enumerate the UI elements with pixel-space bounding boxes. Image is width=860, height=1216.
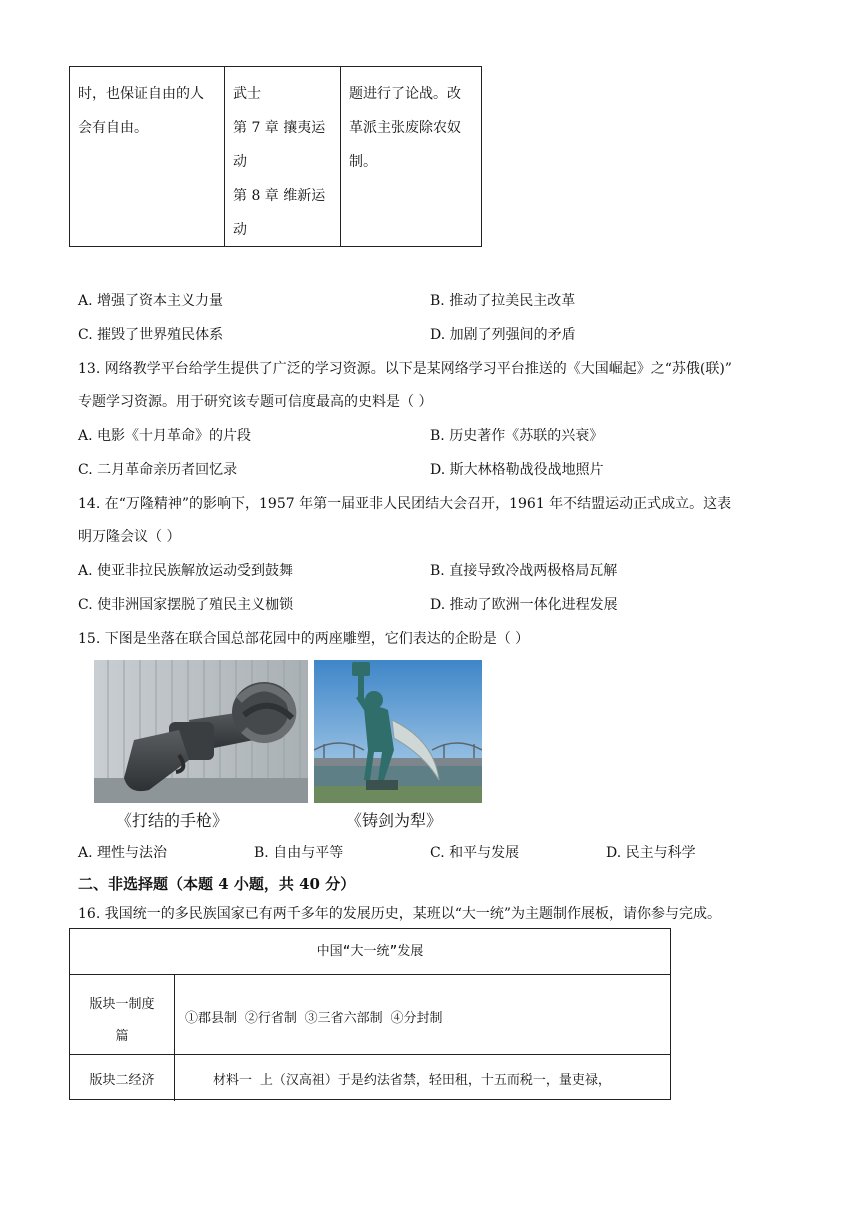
row-label-line: 版块一制度 [89, 997, 155, 1012]
table-cell-line: 武士 [233, 86, 261, 102]
material-one-text: 材料一 上（汉高祖）于是约法省禁，轻田租，十五而税一，量吏禄， [213, 1073, 611, 1088]
top-table-col-3 [341, 67, 483, 246]
q16-table-row-1 [70, 975, 670, 1055]
swords-to-plowshares-photo [314, 660, 482, 803]
q16-row-1-label [70, 975, 175, 1054]
q12-option-c: C. 摧毁了世界殖民体系 [78, 327, 224, 343]
row-label-line: 版块二经济 [89, 1073, 155, 1088]
q14-option-c: C. 使非洲国家摆脱了殖民主义枷锁 [78, 597, 294, 613]
q13-stem-line-1: 13. 网络教学平台给学生提供了广泛的学习资源。以下是某网络学习平台推送的《大国崛起》之“苏俄(联)” [78, 361, 732, 377]
knotted-gun-photo [94, 660, 308, 803]
q16-table [69, 928, 671, 1100]
table-cell-line: 革派主张废除农奴 [349, 120, 461, 136]
table-cell-line: 题进行了论战。改 [349, 86, 461, 102]
q15-option-b: B. 自由与平等 [254, 845, 344, 861]
q15-option-a: A. 理性与法治 [78, 845, 168, 861]
q15-option-d: D. 民主与科学 [606, 845, 696, 861]
table-cell-line: 动 [233, 154, 247, 170]
q12-option-b: B. 推动了拉美民主改革 [430, 293, 576, 309]
q16-row-2-content [175, 1055, 670, 1101]
q14-option-d: D. 推动了欧洲一体化进程发展 [430, 597, 618, 613]
q15-stem: 15. 下图是坐落在联合国总部花园中的两座雕塑，它们表达的企盼是（ ） [78, 631, 530, 647]
q14-option-b: B. 直接导致冷战两极格局瓦解 [430, 563, 618, 579]
q16-row-2-label [70, 1055, 175, 1101]
table-cell-line: 第 7 章 攘夷运 [233, 120, 326, 136]
caption-knotted-gun: 《打结的手枪》 [116, 811, 229, 830]
q13-option-a: A. 电影《十月革命》的片段 [78, 428, 252, 444]
row-label-line: 篇 [115, 1029, 129, 1044]
caption-swords-to-plowshares: 《铸剑为犁》 [346, 811, 443, 830]
q13-option-c: C. 二月革命亲历者回忆录 [78, 462, 238, 478]
table-cell-line: 第 8 章 维新运 [233, 188, 326, 204]
q13-option-d: D. 斯大林格勒战役战地照片 [430, 462, 604, 478]
section-heading: 二、非选择题（本题 4 小题，共 40 分） [78, 875, 356, 893]
q16-row-1-content [175, 975, 670, 1054]
q12-option-a: A. 增强了资本主义力量 [78, 293, 224, 309]
table-cell-line: 动 [233, 222, 247, 238]
table-cell-line: 制。 [349, 154, 377, 170]
q16-stem: 16. 我国统一的多民族国家已有两千多年的发展历史，某班以“大一统”为主题制作展板，请你参与完成。 [78, 906, 722, 922]
top-table-col-2 [225, 67, 341, 246]
q14-stem-line-1: 14. 在“万隆精神”的影响下，1957 年第一届亚非人民团结大会召开，1961 年不结盟运动正式成立。这表 [78, 496, 732, 512]
table-cell-line: 时，也保证自由的人 [78, 86, 204, 102]
table-cell-line: 会有自由。 [78, 120, 148, 136]
top-table-col-1 [70, 67, 225, 246]
q13-stem-line-2: 专题学习资源。用于研究该专题可信度最高的史料是（ ） [78, 394, 433, 410]
q15-option-c: C. 和平与发展 [430, 845, 520, 861]
institution-list: ①郡县制 ②行省制 ③三省六部制 ④分封制 [185, 1011, 443, 1026]
q14-stem-line-2: 明万隆会议（ ） [78, 529, 181, 545]
q13-option-b: B. 历史著作《苏联的兴衰》 [430, 428, 604, 444]
q16-table-row-2 [70, 1055, 670, 1101]
q12-option-d: D. 加剧了列强间的矛盾 [430, 327, 576, 343]
top-table [69, 66, 482, 247]
q14-option-a: A. 使亚非拉民族解放运动受到鼓舞 [78, 563, 294, 579]
q16-table-title: 中国“大一统”发展 [70, 929, 670, 975]
